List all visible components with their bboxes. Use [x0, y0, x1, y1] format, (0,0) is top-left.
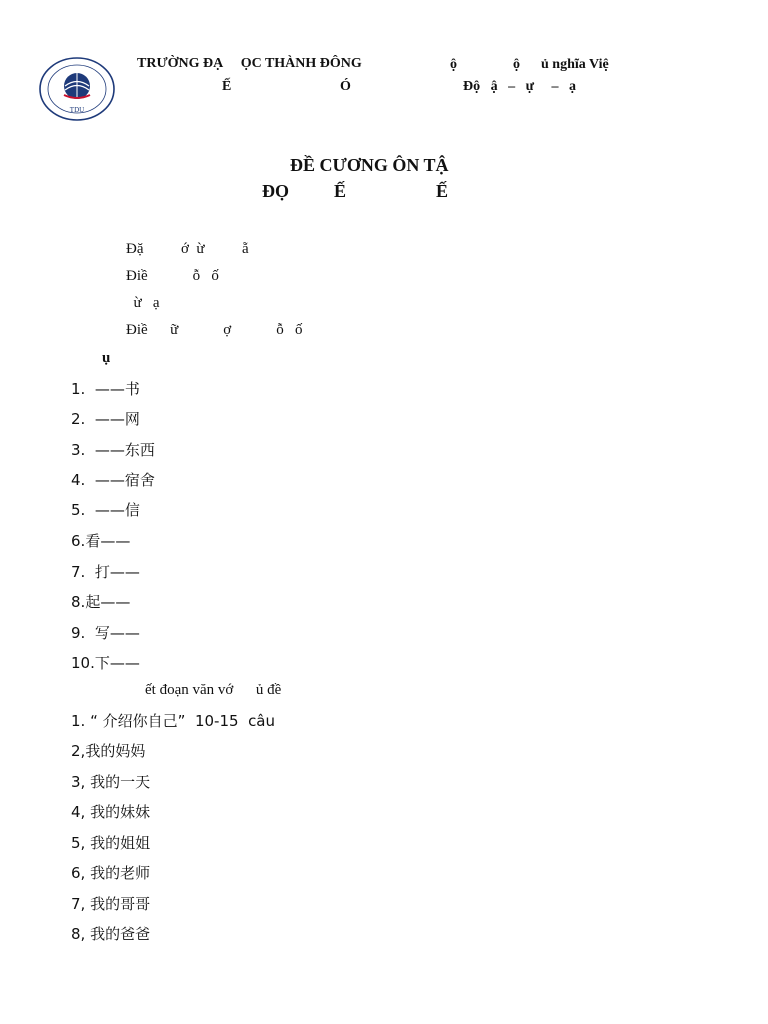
list-item — [71, 893, 150, 914]
item-text: ——宿舍 — [94, 471, 155, 489]
item-text: 下—— — [94, 654, 140, 672]
item-text: 写—— — [94, 624, 140, 642]
item-text: 我的姐姐 — [90, 834, 151, 852]
list-item — [71, 591, 130, 612]
list-item — [71, 408, 140, 429]
list-item — [71, 378, 140, 399]
item-text: 我的妈妈 — [85, 742, 146, 760]
item-number: 8. — [71, 593, 86, 611]
list-item — [71, 469, 155, 490]
list-item — [71, 439, 155, 460]
list-item — [71, 740, 145, 761]
school-name: TRƯỜNG ĐẠ ỌC THÀNH ĐÔNG — [137, 56, 362, 71]
item-text: “ 介绍你自己” 10-15 câu — [90, 712, 276, 730]
item-text: 看—— — [85, 532, 131, 550]
list-item — [71, 801, 150, 822]
item-number: 3. — [71, 441, 86, 459]
item-number: 7, — [71, 895, 86, 913]
item-number: 4, — [71, 803, 86, 821]
list-item — [71, 862, 150, 883]
faculty-name: Ế — [222, 79, 232, 94]
item-number: 6. — [71, 532, 86, 550]
list-item — [71, 923, 150, 944]
item-text: ——信 — [94, 501, 140, 519]
section-heading: ụ — [102, 350, 111, 366]
list-item — [71, 622, 140, 643]
item-text: ——书 — [94, 380, 140, 398]
item-number: 10. — [71, 654, 95, 672]
list-item — [71, 561, 140, 582]
item-number: 5. — [71, 501, 86, 519]
item-text: 我的一天 — [90, 773, 151, 791]
item-text: 起—— — [85, 593, 131, 611]
national-motto-line1: ộ ộ ủ nghĩa Việ — [450, 57, 609, 72]
department-name: Ó — [340, 79, 351, 94]
document-subtitle: ĐỌ Ế Ế — [262, 181, 449, 201]
instruction-line: ừ ạ — [126, 295, 160, 311]
list-item — [71, 530, 130, 551]
list-item — [71, 832, 150, 853]
item-number: 6, — [71, 864, 86, 882]
list-item — [71, 499, 140, 520]
item-text: 我的老师 — [90, 864, 151, 882]
item-number: 7. — [71, 563, 86, 581]
item-number: 1. — [71, 380, 86, 398]
item-number: 4. — [71, 471, 86, 489]
list-item — [71, 710, 275, 731]
list-item — [71, 771, 150, 792]
item-text: 我的哥哥 — [90, 895, 151, 913]
item-text: 我的妹妹 — [90, 803, 151, 821]
section-heading: ết đoạn văn vớ ủ đề — [145, 682, 282, 698]
item-text: ——东西 — [94, 441, 155, 459]
item-text: 打—— — [94, 563, 140, 581]
item-number: 2, — [71, 742, 86, 760]
instruction-line: Điề ỗ ố — [126, 268, 219, 284]
item-text: ——网 — [94, 410, 140, 428]
national-motto-line2: Độ ậ – ự – ạ — [463, 79, 577, 94]
university-logo — [38, 57, 116, 121]
item-number: 5, — [71, 834, 86, 852]
item-number: 8, — [71, 925, 86, 943]
document-title: ĐỀ CƯƠNG ÔN TẬ — [290, 155, 449, 175]
item-number: 9. — [71, 624, 86, 642]
instruction-line: Điề ữ ợ ỗ ố — [126, 322, 303, 338]
logo-abbreviation: TDU — [69, 106, 85, 114]
item-text: 我的爸爸 — [90, 925, 151, 943]
instruction-line: Đặ ớ ừ ẵ — [126, 241, 249, 257]
item-number: 2. — [71, 410, 86, 428]
item-number: 3, — [71, 773, 86, 791]
item-number: 1. — [71, 712, 86, 730]
list-item — [71, 652, 140, 673]
